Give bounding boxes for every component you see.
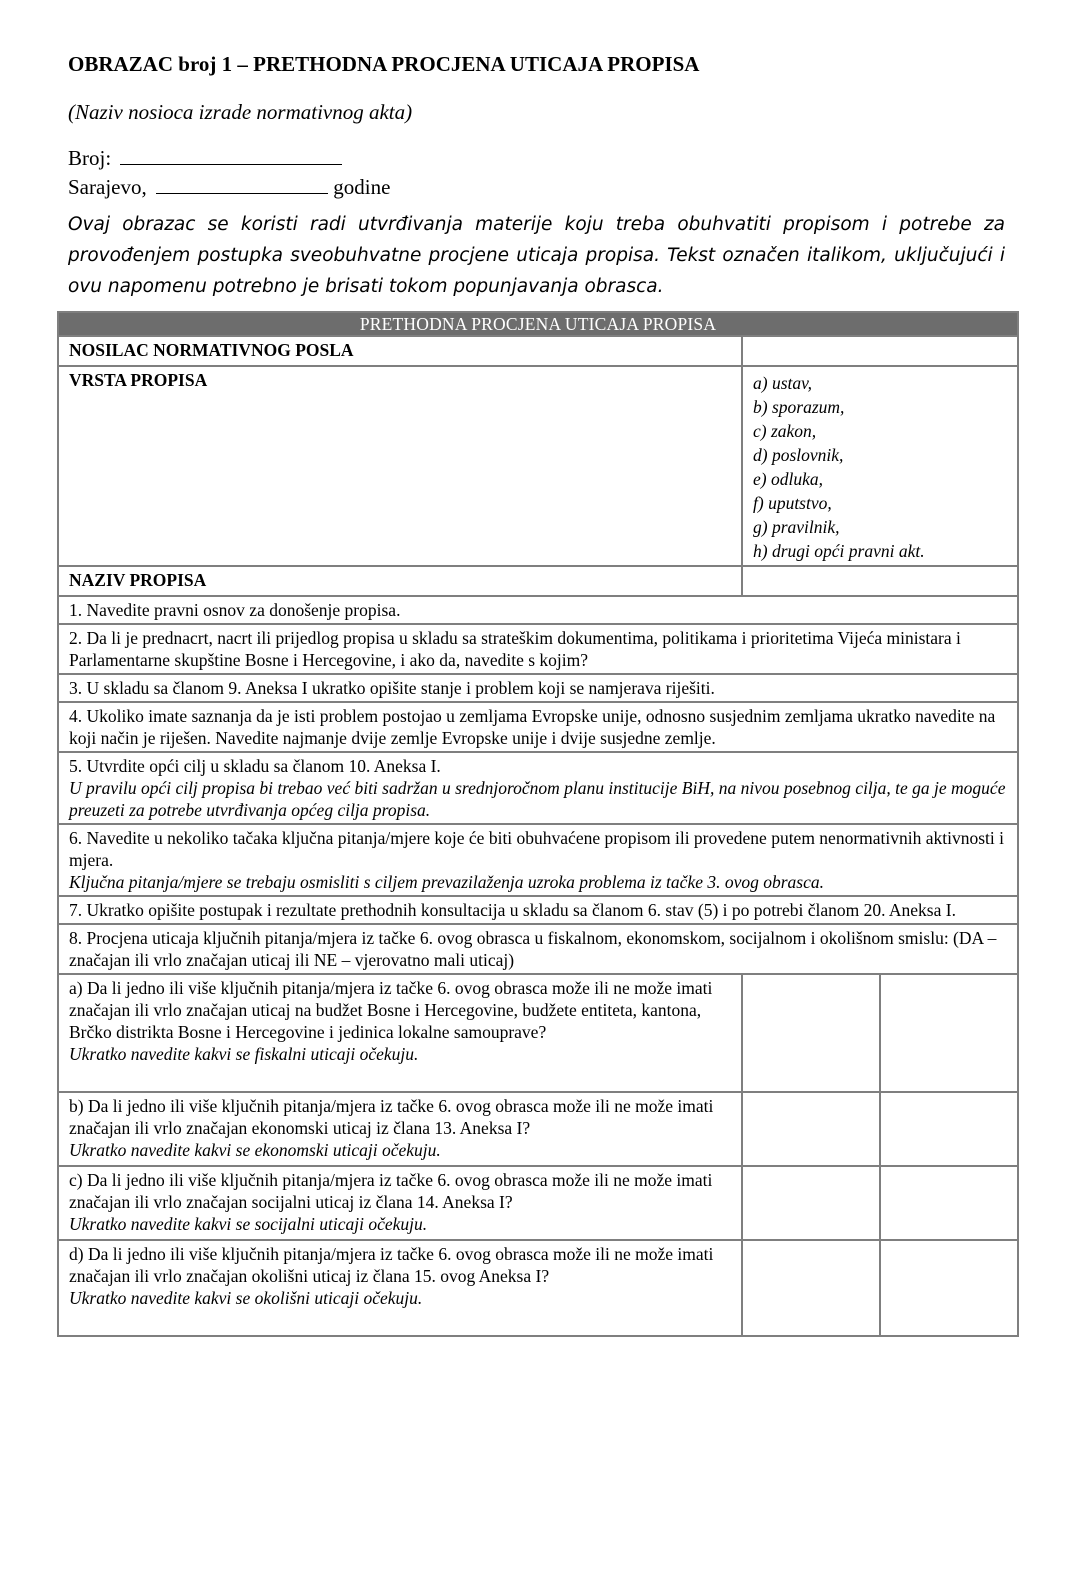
broj-label: Broj: — [68, 146, 112, 170]
answer-8c-da[interactable] — [742, 1166, 880, 1240]
question-8d-note: Ukratko navedite kakvi se okolišni uticaji očekuju. — [69, 1288, 423, 1308]
question-5[interactable] — [58, 752, 1018, 824]
question-6-note: Ključna pitanja/mjere se trebaju osmisliti s ciljem prevazilaženja uzroka problema iz tačke 3. ovog obrasca. — [69, 872, 825, 892]
question-8d — [58, 1240, 742, 1336]
question-5-note: U pravilu opći cilj propisa bi trebao već biti sadržan u srednjoročnom planu institucije BiH, na nivou posebnog cilja, te ga je moguće preuzeti za potrebe utvrđivanja općeg cilja propisa. — [69, 778, 1006, 820]
issuer-placeholder: (Naziv nosioca izrade normativnog akta) — [68, 100, 413, 124]
answer-8b-da[interactable] — [742, 1092, 880, 1166]
question-5-text: 5. Utvrdite opći cilj u skladu sa članom 10. Aneksa I. — [69, 756, 441, 776]
option-item[interactable]: h) drugi opći pravni akt. — [753, 541, 925, 561]
answer-8d-ne[interactable] — [880, 1240, 1018, 1336]
date-blank[interactable] — [156, 174, 328, 194]
city-label: Sarajevo, — [68, 175, 147, 199]
question-8c — [58, 1166, 742, 1240]
question-8d-text: d) Da li jedno ili više ključnih pitanja/mjera iz tačke 6. ovog obrasca može ili ne može imati značajan ili vrlo značajan okolišni uticaj iz člana 15. ovog Aneksa I? — [69, 1244, 714, 1286]
option-item[interactable]: d) poslovnik, — [753, 445, 844, 465]
answer-8c-ne[interactable] — [880, 1166, 1018, 1240]
godine-label: godine — [333, 175, 391, 199]
assessment-table — [57, 311, 1019, 1337]
option-item[interactable]: e) odluka, — [753, 469, 823, 489]
option-item[interactable]: a) ustav, — [753, 373, 812, 393]
answer-8d-da[interactable] — [742, 1240, 880, 1336]
answer-8b-ne[interactable] — [880, 1092, 1018, 1166]
nosilac-value[interactable] — [742, 336, 1018, 366]
question-8c-text: c) Da li jedno ili više ključnih pitanja/mjera iz tačke 6. ovog obrasca može ili ne može imati značajan ili vrlo značajan socijalni uticaj iz člana 14. Aneksa I? — [69, 1170, 713, 1212]
question-3[interactable]: 3. U skladu sa članom 9. Aneksa I ukratko opišite stanje i problem koji se namjerava riješiti. — [58, 674, 1018, 702]
question-2[interactable]: 2. Da li je prednacrt, nacrt ili prijedlog propisa u skladu sa strateškim dokumentima, politikama i prioritetima Vijeća ministara i Parlamentarne skupštine Bosne i Hercegovine, i ako da, navedite s kojim? — [58, 624, 1018, 674]
vrsta-options[interactable] — [742, 366, 1018, 566]
answer-8a-da[interactable] — [742, 974, 880, 1092]
naziv-value[interactable] — [742, 566, 1018, 596]
date-line — [68, 173, 390, 202]
answer-8a-ne[interactable] — [880, 974, 1018, 1092]
nosilac-label: NOSILAC NORMATIVNOG POSLA — [58, 336, 742, 366]
question-8a — [58, 974, 742, 1092]
broj-line — [68, 144, 390, 173]
question-4[interactable]: 4. Ukoliko imate saznanja da je isti problem postojao u zemljama Evropske unije, odnosno susjednim zemljama ukratko navedite na koji način je riješen. Navedite najmanje dvije zemlje Evropske unije i dvije susjedne zemlje. — [58, 702, 1018, 752]
question-8b — [58, 1092, 742, 1166]
option-item[interactable]: b) sporazum, — [753, 397, 845, 417]
question-8a-text: a) Da li jedno ili više ključnih pitanja/mjera iz tačke 6. ovog obrasca može ili ne može imati značajan ili vrlo značajan uticaj na budžet Bosne i Hercegovine, budžete entiteta, kantona, Brčko distrikta Bosne i Hercegovine i jedinica lokalne samouprave? — [69, 978, 713, 1042]
option-item[interactable]: c) zakon, — [753, 421, 817, 441]
instruction-note: Ovaj obrazac se koristi radi utvrđivanja materije koju treba obuhvatiti propisom i potrebe za provođenjem postupka sveobuhvatne procjene uticaja propisa. Tekst označen italikom, uključujući i ovu napomenu potrebno je brisati tokom popunjavanja obrasca. — [68, 214, 1005, 297]
option-item[interactable]: g) pravilnik, — [753, 517, 840, 537]
form-title: OBRAZAC broj 1 – PRETHODNA PROCJENA UTICAJA PROPISA — [68, 52, 700, 76]
question-8a-note: Ukratko navedite kakvi se fiskalni uticaji očekuju. — [69, 1044, 419, 1064]
vrsta-label: VRSTA PROPISA — [58, 366, 742, 566]
question-8[interactable]: 8. Procjena uticaja ključnih pitanja/mjera iz tačke 6. ovog obrasca u fiskalnom, ekonomskom, socijalnom i okolišnom smislu: (DA – značajan ili vrlo značajan uticaj ili NE – vjerovatno mali uticaj) — [58, 924, 1018, 974]
document-meta — [68, 144, 390, 202]
question-8b-text: b) Da li jedno ili više ključnih pitanja/mjera iz tačke 6. ovog obrasca može ili ne može imati značajan ili vrlo značajan ekonomski uticaj iz člana 13. Aneksa I? — [69, 1096, 714, 1138]
question-7[interactable]: 7. Ukratko opišite postupak i rezultate prethodnih konsultacija u skladu sa članom 6. stav (5) i po potrebi članom 20. Aneksa I. — [58, 896, 1018, 924]
question-6[interactable] — [58, 824, 1018, 896]
question-8b-note: Ukratko navedite kakvi se ekonomski uticaji očekuju. — [69, 1140, 441, 1160]
question-8c-note: Ukratko navedite kakvi se socijalni uticaji očekuju. — [69, 1214, 428, 1234]
naziv-label: NAZIV PROPISA — [58, 566, 742, 596]
option-item[interactable]: f) uputstvo, — [753, 493, 832, 513]
table-heading: PRETHODNA PROCJENA UTICAJA PROPISA — [58, 312, 1018, 336]
question-1[interactable]: 1. Navedite pravni osnov za donošenje propisa. — [58, 596, 1018, 624]
broj-blank[interactable] — [120, 145, 342, 165]
question-6-text: 6. Navedite u nekoliko tačaka ključna pitanja/mjere koje će biti obuhvaćene propisom ili provedene putem nenormativnih aktivnosti i mjera. — [69, 828, 1005, 870]
